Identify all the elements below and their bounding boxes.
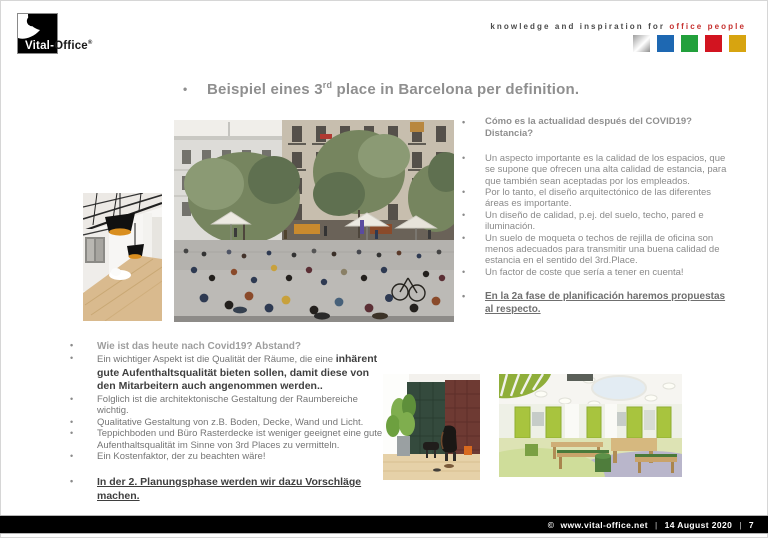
spanish-bullet-item: • Por lo tanto, el diseño arquitectónico de las diferentes áreas es importante. — [462, 187, 712, 210]
bullet-marker: • — [70, 451, 74, 462]
spanish-text-block — [462, 116, 754, 317]
tagline-black: knowledge and inspiration for — [490, 22, 666, 31]
german-bullet-item: • Ein Kostenfaktor, der zu beachten wäre! — [70, 451, 266, 463]
bullet-marker: • — [70, 416, 74, 427]
brand-square-red — [705, 35, 722, 52]
logo-wordmark — [25, 40, 93, 52]
spanish-bullet-item: • Un factor de coste que sería a tener en cuenta! — [462, 266, 684, 278]
photo-green-office — [499, 374, 682, 477]
bullet-marker: • — [462, 152, 466, 163]
page-title — [183, 80, 743, 98]
german-heading: • Wie ist das heute nach Covid19? Abstand? — [70, 340, 302, 352]
title-bullet: • — [183, 82, 188, 96]
vital-office-logo — [17, 13, 217, 57]
footer-date: 14 August 2020 — [664, 519, 733, 530]
photo-lounge-eames — [383, 374, 480, 480]
bullet-marker: • — [462, 232, 466, 243]
bullet-marker: • — [462, 187, 466, 198]
footer-page-number: 7 — [748, 519, 754, 530]
bullet-marker: • — [70, 340, 74, 350]
tagline-red: office people — [669, 22, 746, 31]
bullet-marker: • — [462, 209, 466, 220]
spanish-final-statement: • En la 2a fase de planificación haremos propuestas al respecto. — [462, 291, 726, 316]
german-bullet-item: • Teppichboden und Büro Rasterdecke ist weniger geeignet eine gute Aufenthaltsqualität im Sinne von 3rd Places zu vermitteln. — [70, 428, 383, 451]
bullet-marker: • — [70, 393, 74, 404]
spanish-bullet-item: • Un suelo de moqueta o techos de rejilla de oficina son menos adecuados para transmitir una buena calidad de estancia en el sentido del 3rd.Place. — [462, 232, 720, 267]
photo-barcelona-plaza — [174, 120, 454, 322]
photo-office-interior-lamps — [83, 193, 162, 321]
spanish-bullet-item: • Un aspecto importante es la calidad de los espacios, que se supone que ofrecen una alta calidad de estancia, para que también sean aceptadas por los empleados. — [462, 152, 727, 187]
logo-registered-mark: ® — [87, 40, 93, 47]
bullet-marker: • — [462, 117, 466, 127]
german-final-statement: • In der 2. Planungsphase werden wir dazu Vorschläge machen. — [70, 476, 362, 502]
bullet-marker: • — [70, 428, 74, 439]
german-text-block — [70, 340, 390, 503]
brand-color-squares — [633, 35, 746, 52]
spanish-bullet-item: • Un diseño de calidad, p.ej. del suelo, techo, pared e iluminación. — [462, 209, 704, 233]
bullet-marker: • — [70, 476, 74, 487]
brand-square-blue — [657, 35, 674, 52]
footer-bar — [0, 515, 768, 534]
copyright-symbol: © — [547, 519, 555, 530]
bullet-marker: • — [462, 266, 466, 277]
brand-square-gold — [729, 35, 746, 52]
german-bullet-item: • Qualitative Gestaltung von z.B. Boden, Decke, Wand und Licht. — [70, 416, 364, 428]
footer-url: www.vital-office.net — [560, 519, 648, 530]
footer-separator: | — [654, 519, 658, 530]
footer-separator: | — [739, 519, 742, 530]
brand-square-silver — [633, 35, 650, 52]
spanish-heading: • Cómo es la actualidad después del COVID19? Distancia? — [462, 116, 692, 140]
brand-tagline — [490, 22, 746, 31]
german-bullet-item: • Folglich ist die architektonische Gestaltung der Raumbereiche wichtig. — [70, 393, 358, 417]
bullet-marker: • — [462, 291, 466, 302]
logo-text-office: Office — [54, 40, 88, 52]
brand-square-green — [681, 35, 698, 52]
title-text-pre: Beispiel eines 3 — [207, 81, 323, 98]
title-superscript: rd — [322, 80, 333, 90]
title-text-post: place in Barcelona per definition. — [332, 81, 580, 98]
bullet-marker: • — [70, 353, 74, 363]
german-bullet-item: • Ein wichtiger Aspekt ist die Qualität der Räume, die eine inhärent gute Aufenthaltsqualität bieten sollen, damit diese von den Mitarbeitern auch angenommen werden.. — [70, 353, 378, 392]
logo-text-vital: Vital- — [25, 40, 55, 52]
